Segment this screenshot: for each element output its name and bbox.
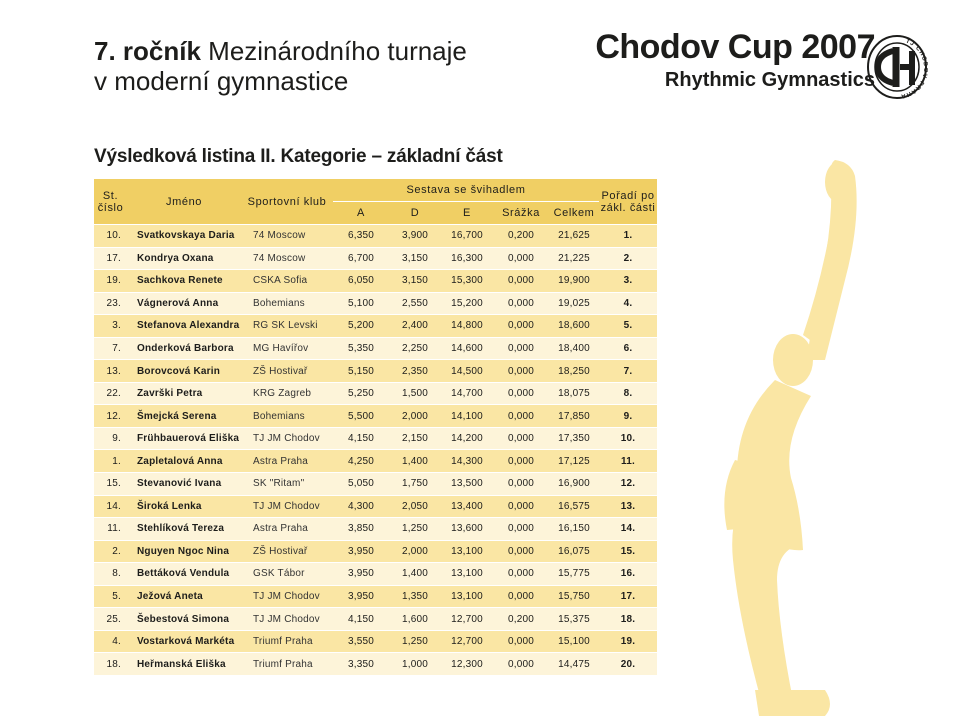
table-row — [94, 585, 657, 608]
cell-total: 15,750 — [549, 585, 599, 608]
cell-penalty: 0,000 — [493, 473, 549, 496]
cell-club: KRG Zagreb — [241, 382, 333, 405]
table-row — [94, 225, 657, 248]
cell-rank: 5. — [599, 315, 657, 338]
cell-total: 15,375 — [549, 608, 599, 631]
table-row — [94, 247, 657, 270]
table-row — [94, 630, 657, 653]
cell-score-a: 3,950 — [333, 540, 389, 563]
cell-club: 74 Moscow — [241, 247, 333, 270]
cell-club: TJ JM Chodov — [241, 608, 333, 631]
cell-score-a: 6,700 — [333, 247, 389, 270]
cell-start-number: 13. — [94, 360, 127, 383]
cell-start-number: 7. — [94, 337, 127, 360]
cell-score-e: 16,700 — [441, 225, 493, 248]
table-row — [94, 427, 657, 450]
table-row — [94, 292, 657, 315]
cell-club: CSKA Sofia — [241, 270, 333, 293]
cell-club: SK "Ritam" — [241, 473, 333, 496]
cell-score-a: 3,550 — [333, 630, 389, 653]
cell-penalty: 0,000 — [493, 315, 549, 338]
cell-penalty: 0,000 — [493, 405, 549, 428]
cell-score-e: 14,700 — [441, 382, 493, 405]
cell-score-d: 3,150 — [389, 247, 441, 270]
cell-start-number: 9. — [94, 427, 127, 450]
header-e: E — [441, 202, 493, 225]
cell-score-e: 13,100 — [441, 563, 493, 586]
cell-start-number: 22. — [94, 382, 127, 405]
table-row — [94, 653, 657, 675]
cell-penalty: 0,000 — [493, 540, 549, 563]
cell-score-d: 1,400 — [389, 563, 441, 586]
cell-score-d: 1,400 — [389, 450, 441, 473]
cell-club: TJ JM Chodov — [241, 585, 333, 608]
cell-name: Široká Lenka — [127, 495, 241, 518]
cell-name: Sachkova Renete — [127, 270, 241, 293]
page-title — [94, 36, 467, 96]
cell-club: Astra Praha — [241, 450, 333, 473]
title-line2: v moderní gymnastice — [94, 66, 349, 96]
cell-penalty: 0,000 — [493, 427, 549, 450]
title-tournament: Mezinárodního turnaje — [200, 36, 467, 66]
cell-total: 17,350 — [549, 427, 599, 450]
cell-rank: 12. — [599, 473, 657, 496]
cell-start-number: 19. — [94, 270, 127, 293]
table-row — [94, 360, 657, 383]
cell-start-number: 18. — [94, 653, 127, 675]
cell-score-d: 2,000 — [389, 540, 441, 563]
cell-total: 21,625 — [549, 225, 599, 248]
cell-total: 15,775 — [549, 563, 599, 586]
cell-score-e: 15,300 — [441, 270, 493, 293]
cell-name: Frühbauerová Eliška — [127, 427, 241, 450]
cell-score-d: 2,000 — [389, 405, 441, 428]
cell-total: 16,150 — [549, 518, 599, 541]
cell-start-number: 23. — [94, 292, 127, 315]
cell-start-number: 1. — [94, 450, 127, 473]
cell-rank: 16. — [599, 563, 657, 586]
header-total: Celkem — [549, 202, 599, 225]
cell-score-d: 3,900 — [389, 225, 441, 248]
cell-score-a: 4,250 — [333, 450, 389, 473]
cell-start-number: 11. — [94, 518, 127, 541]
cell-club: Bohemians — [241, 292, 333, 315]
cell-rank: 9. — [599, 405, 657, 428]
cell-score-d: 2,400 — [389, 315, 441, 338]
cell-club: ZŠ Hostivař — [241, 360, 333, 383]
cell-start-number: 8. — [94, 563, 127, 586]
cell-rank: 13. — [599, 495, 657, 518]
cell-score-e: 16,300 — [441, 247, 493, 270]
cell-club: Triumf Praha — [241, 653, 333, 675]
table-row — [94, 315, 657, 338]
table-row — [94, 450, 657, 473]
cell-penalty: 0,000 — [493, 270, 549, 293]
cell-rank: 17. — [599, 585, 657, 608]
brand-name: Chodov Cup 2007 — [595, 28, 875, 66]
cell-name: Stehlíková Tereza — [127, 518, 241, 541]
cell-penalty: 0,000 — [493, 630, 549, 653]
cell-score-a: 5,050 — [333, 473, 389, 496]
cell-name: Završki Petra — [127, 382, 241, 405]
cell-rank: 10. — [599, 427, 657, 450]
cell-penalty: 0,000 — [493, 450, 549, 473]
cell-score-d: 1,000 — [389, 653, 441, 675]
header-start-number: St. číslo — [94, 179, 127, 225]
cell-score-a: 5,150 — [333, 360, 389, 383]
cell-rank: 4. — [599, 292, 657, 315]
cell-score-a: 3,850 — [333, 518, 389, 541]
cell-club: RG SK Levski — [241, 315, 333, 338]
cell-total: 15,100 — [549, 630, 599, 653]
cell-rank: 7. — [599, 360, 657, 383]
header-d: D — [389, 202, 441, 225]
cell-total: 19,900 — [549, 270, 599, 293]
cell-name: Vágnerová Anna — [127, 292, 241, 315]
cell-total: 14,475 — [549, 653, 599, 675]
cell-total: 19,025 — [549, 292, 599, 315]
cell-score-d: 1,600 — [389, 608, 441, 631]
cell-score-a: 5,100 — [333, 292, 389, 315]
cell-club: Bohemians — [241, 405, 333, 428]
cell-club: GSK Tábor — [241, 563, 333, 586]
cell-start-number: 3. — [94, 315, 127, 338]
cell-score-d: 1,750 — [389, 473, 441, 496]
cell-total: 17,850 — [549, 405, 599, 428]
club-logo-icon — [866, 33, 928, 101]
cell-score-e: 14,200 — [441, 427, 493, 450]
table-row — [94, 473, 657, 496]
cell-club: TJ JM Chodov — [241, 427, 333, 450]
table-row — [94, 540, 657, 563]
results-heading: Výsledková listina II. Kategorie – základní část — [94, 146, 503, 167]
cell-score-e: 14,100 — [441, 405, 493, 428]
cell-score-d: 1,350 — [389, 585, 441, 608]
cell-rank: 8. — [599, 382, 657, 405]
cell-total: 16,575 — [549, 495, 599, 518]
table-row — [94, 337, 657, 360]
cell-name: Ježová Aneta — [127, 585, 241, 608]
cell-penalty: 0,000 — [493, 563, 549, 586]
table-row — [94, 270, 657, 293]
cell-club: MG Havířov — [241, 337, 333, 360]
header-rope-routine: Sestava se švihadlem — [333, 179, 599, 202]
table-row — [94, 518, 657, 541]
cell-score-a: 5,500 — [333, 405, 389, 428]
cell-score-d: 2,550 — [389, 292, 441, 315]
cell-rank: 2. — [599, 247, 657, 270]
cell-rank: 14. — [599, 518, 657, 541]
cell-penalty: 0,000 — [493, 247, 549, 270]
cell-penalty: 0,000 — [493, 518, 549, 541]
cell-penalty: 0,200 — [493, 608, 549, 631]
cell-rank: 6. — [599, 337, 657, 360]
cell-score-d: 1,500 — [389, 382, 441, 405]
cell-start-number: 10. — [94, 225, 127, 248]
cell-club: Astra Praha — [241, 518, 333, 541]
cell-score-a: 5,250 — [333, 382, 389, 405]
cell-score-e: 13,500 — [441, 473, 493, 496]
header-penalty: Srážka — [493, 202, 549, 225]
cell-penalty: 0,000 — [493, 360, 549, 383]
cell-name: Zapletalová Anna — [127, 450, 241, 473]
cell-penalty: 0,000 — [493, 585, 549, 608]
logo-ring-text: TJ CHODOV PRAHA — [899, 38, 928, 99]
cell-rank: 11. — [599, 450, 657, 473]
brand-subtitle: Rhythmic Gymnastics — [664, 69, 875, 91]
results-table — [94, 179, 657, 675]
cell-score-e: 14,600 — [441, 337, 493, 360]
cell-club: Triumf Praha — [241, 630, 333, 653]
header-a: A — [333, 202, 389, 225]
cell-score-e: 15,200 — [441, 292, 493, 315]
cell-name: Onderková Barbora — [127, 337, 241, 360]
cell-name: Kondrya Oxana — [127, 247, 241, 270]
cell-name: Šmejcká Serena — [127, 405, 241, 428]
cell-score-e: 13,100 — [441, 540, 493, 563]
table-row — [94, 495, 657, 518]
cell-score-e: 12,700 — [441, 630, 493, 653]
cell-start-number: 4. — [94, 630, 127, 653]
cell-score-d: 3,150 — [389, 270, 441, 293]
cell-penalty: 0,000 — [493, 495, 549, 518]
cell-start-number: 14. — [94, 495, 127, 518]
cell-start-number: 17. — [94, 247, 127, 270]
cell-score-e: 12,300 — [441, 653, 493, 675]
cell-score-e: 14,300 — [441, 450, 493, 473]
cell-rank: 3. — [599, 270, 657, 293]
cell-name: Svatkovskaya Daria — [127, 225, 241, 248]
header-name: Jméno — [127, 179, 241, 225]
cell-score-a: 3,950 — [333, 563, 389, 586]
cell-start-number: 5. — [94, 585, 127, 608]
cell-name: Stefanova Alexandra — [127, 315, 241, 338]
cell-score-a: 3,950 — [333, 585, 389, 608]
cell-total: 18,075 — [549, 382, 599, 405]
brand-block — [545, 28, 875, 92]
cell-score-e: 14,800 — [441, 315, 493, 338]
cell-club: 74 Moscow — [241, 225, 333, 248]
cell-penalty: 0,200 — [493, 225, 549, 248]
cell-rank: 18. — [599, 608, 657, 631]
cell-rank: 20. — [599, 653, 657, 675]
cell-name: Bettáková Vendula — [127, 563, 241, 586]
cell-score-e: 13,600 — [441, 518, 493, 541]
cell-penalty: 0,000 — [493, 382, 549, 405]
cell-start-number: 15. — [94, 473, 127, 496]
cell-name: Vostarková Markéta — [127, 630, 241, 653]
cell-score-a: 3,350 — [333, 653, 389, 675]
cell-rank: 19. — [599, 630, 657, 653]
cell-score-d: 1,250 — [389, 630, 441, 653]
table-row — [94, 608, 657, 631]
cell-score-a: 4,300 — [333, 495, 389, 518]
cell-score-d: 2,250 — [389, 337, 441, 360]
cell-total: 18,250 — [549, 360, 599, 383]
cell-total: 18,400 — [549, 337, 599, 360]
gymnast-silhouette-icon — [675, 160, 960, 720]
cell-start-number: 12. — [94, 405, 127, 428]
cell-name: Stevanović Ivana — [127, 473, 241, 496]
cell-name: Borovcová Karin — [127, 360, 241, 383]
table-row — [94, 405, 657, 428]
header-rank: Pořadí po zákl. části — [599, 179, 657, 225]
table-row — [94, 382, 657, 405]
cell-score-d: 2,150 — [389, 427, 441, 450]
cell-score-a: 5,350 — [333, 337, 389, 360]
cell-start-number: 2. — [94, 540, 127, 563]
cell-total: 18,600 — [549, 315, 599, 338]
cell-score-a: 6,350 — [333, 225, 389, 248]
cell-score-d: 1,250 — [389, 518, 441, 541]
cell-score-a: 4,150 — [333, 608, 389, 631]
header-club: Sportovní klub — [241, 179, 333, 225]
cell-penalty: 0,000 — [493, 337, 549, 360]
cell-score-d: 2,050 — [389, 495, 441, 518]
cell-score-e: 13,100 — [441, 585, 493, 608]
cell-score-e: 12,700 — [441, 608, 493, 631]
cell-name: Nguyen Ngoc Nina — [127, 540, 241, 563]
cell-total: 17,125 — [549, 450, 599, 473]
cell-score-e: 13,400 — [441, 495, 493, 518]
cell-score-e: 14,500 — [441, 360, 493, 383]
cell-penalty: 0,000 — [493, 653, 549, 675]
cell-start-number: 25. — [94, 608, 127, 631]
table-row — [94, 563, 657, 586]
cell-score-a: 5,200 — [333, 315, 389, 338]
cell-rank: 1. — [599, 225, 657, 248]
cell-penalty: 0,000 — [493, 292, 549, 315]
cell-score-d: 2,350 — [389, 360, 441, 383]
cell-club: ZŠ Hostivař — [241, 540, 333, 563]
cell-total: 16,900 — [549, 473, 599, 496]
cell-name: Heřmanská Eliška — [127, 653, 241, 675]
cell-score-a: 4,150 — [333, 427, 389, 450]
cell-club: TJ JM Chodov — [241, 495, 333, 518]
cell-total: 16,075 — [549, 540, 599, 563]
title-edition: 7. ročník — [94, 36, 201, 66]
cell-score-a: 6,050 — [333, 270, 389, 293]
cell-rank: 15. — [599, 540, 657, 563]
cell-name: Šebestová Simona — [127, 608, 241, 631]
cell-total: 21,225 — [549, 247, 599, 270]
